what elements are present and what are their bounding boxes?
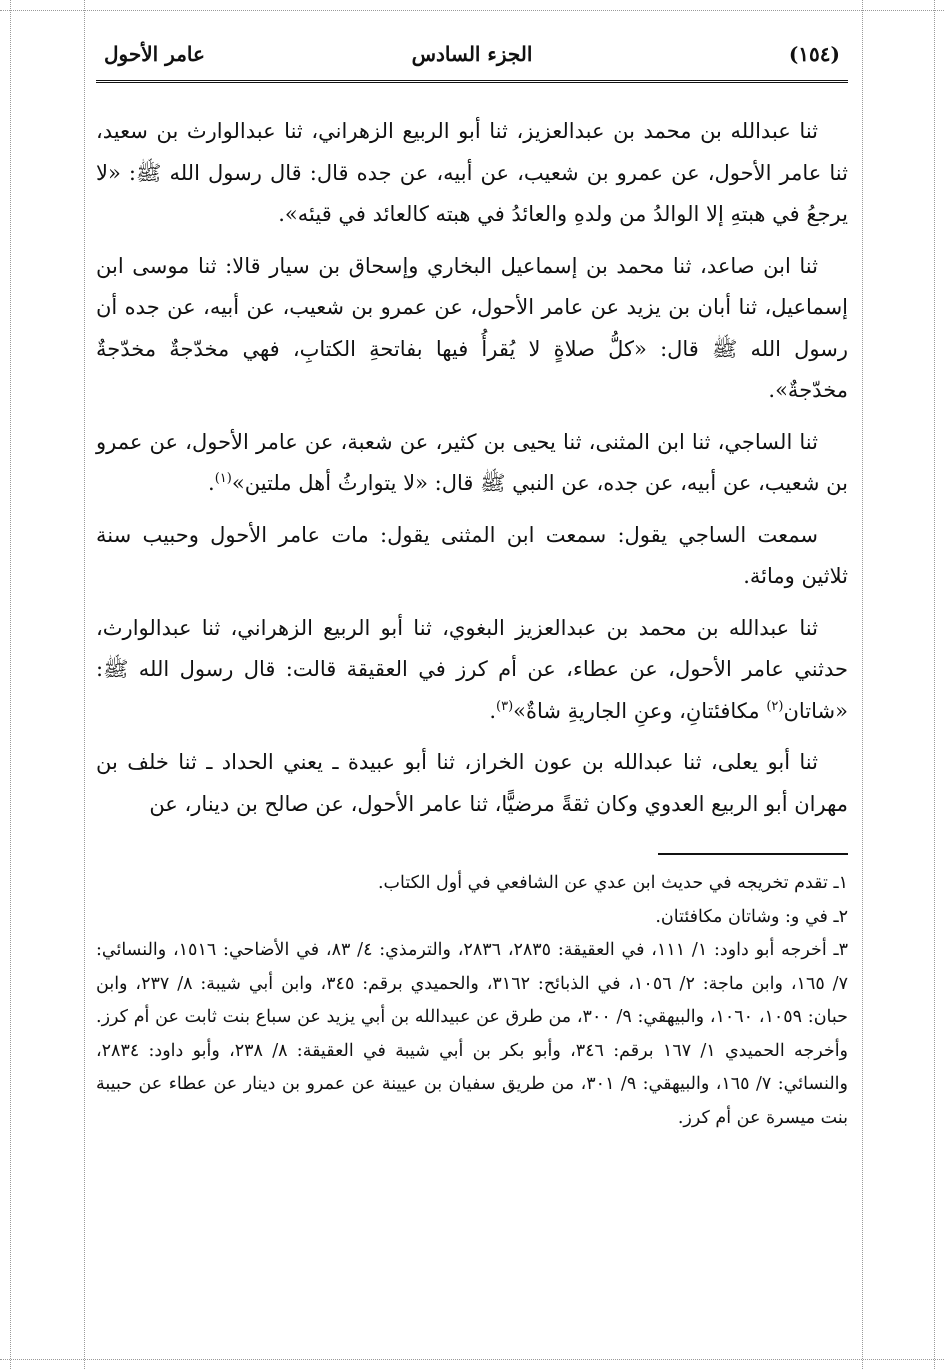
page-header <box>96 36 848 83</box>
paragraph: ثنا عبدالله بن محمد بن عبدالعزيز، ثنا أبو الربيع الزهراني، ثنا عبدالوارث بن سعيد، ثنا عامر الأحول، عن عمرو بن شعيب، عن أبيه، عن جده قال: قال رسول الله ﷺ: «لا يرجعُ في هبتهِ إلا الوالدُ من ولدهِ والعائدُ في هبته كالعائد في قيئه». <box>96 119 848 226</box>
footnote: ٣ـ أخرجه أبو داود: ١/ ١١١، في العقيقة: ٢٨٣٥، ٢٨٣٦، والترمذي: ٤/ ٨٣، في الأضاحي: ١٥١٦، والنسائي: ٧/ ١٦٥، وابن ماجة: ٢/ ١٠٥٦، في الذبائح: ٣١٦٢، والحميدي برقم: ٣٤٥، وابن أبي شيبة: ٨/ ٢٣٧، وابن حبان: ١٠٥٩، ١٠٦٠، والبيهقي: ٩/ ٣٠٠، من طرق عن عبيدالله بن أبي يزيد عن سباع بنت ثابت عن أم كرز. وأخرجه الحميدي ١/ ١٦٧ برقم: ٣٤٦، وأبو بكر بن أبي شيبة في العقيقة: ٨/ ٢٣٨، وأبو داود: ٢٨٣٤، والنسائي: ٧/ ١٦٥، والبيهقي: ٩/ ٣٠١، من طريق سفيان بن عيينة عن عمرو بن دينار عن عطاء عن حبيبة بنت ميسرة عن أم كرز. <box>96 940 849 1128</box>
paragraph: ثنا ابن صاعد، ثنا محمد بن إسماعيل البخاري وإسحاق بن سيار قالا: ثنا موسى ابن إسماعيل، ثنا أبان بن يزيد عن عامر الأحول، عن عمرو بن شعيب، عن أبيه، عن جده أن رسول الله ﷺ قال: «كلُّ صلاةٍ لا يُقرأُ فيها بفاتحةِ الكتابِ، فهي مخدّجةٌ مخدّجةٌ مخدّجةٌ». <box>96 253 848 402</box>
footnote-divider <box>658 853 848 855</box>
paragraph <box>96 422 848 505</box>
paragraph-tail: . <box>489 698 496 723</box>
paragraph-text: ثنا عبدالله بن محمد بن عبدالعزيز البغوي، ثنا أبو الربيع الزهراني، ثنا عبدالوارث، حدثني عامر الأحول، عن عطاء، عن أم كرز في العقيقة قالت: قال رسول الله ﷺ: «شاتان <box>96 615 848 723</box>
page-number: (١٥٤) <box>788 42 840 66</box>
paragraph-tail: . <box>208 471 215 495</box>
entry-title: عامر الأحول <box>104 42 205 66</box>
main-text <box>96 111 848 825</box>
footnote: ٢ـ في و: وشاتان مكافئتان. <box>655 906 848 927</box>
paragraph-text: ثنا الساجي، ثنا ابن المثنى، ثنا يحيى بن كثير، عن شعبة، عن عامر الأحول، عن عمرو بن شعيب، عن أبيه، عن جده، عن النبي ﷺ قال: «لا يتوارثُ أهل ملتين» <box>96 429 848 495</box>
paragraph <box>96 608 848 733</box>
footnotes <box>96 867 848 1135</box>
book-page <box>96 36 848 1135</box>
footnote-ref[interactable]: (٢) <box>766 698 784 714</box>
footnote: ١ـ تقدم تخريجه في حديث ابن عدي عن الشافعي في أول الكتاب. <box>377 873 848 893</box>
paragraph: ثنا أبو يعلى، ثنا عبدالله بن عون الخراز، ثنا أبو عبيدة ـ يعني الحداد ـ ثنا خلف بن مهران أبو الربيع العدوي وكان ثقةً مرضيًّا، ثنا عامر الأحول، عن صالح بن دينار، عن <box>96 750 848 816</box>
paragraph-text: مكافئتانِ، وعنِ الجاريةِ شاةٌ» <box>513 698 767 723</box>
footnote-ref[interactable]: (٣) <box>496 698 514 714</box>
paragraph: سمعت الساجي يقول: سمعت ابن المثنى يقول: مات عامر الأحول وحبيب سنة ثلاثين ومائة. <box>96 522 848 588</box>
footnote-ref[interactable]: (١) <box>214 471 232 486</box>
volume-title: الجزء السادس <box>411 42 533 66</box>
